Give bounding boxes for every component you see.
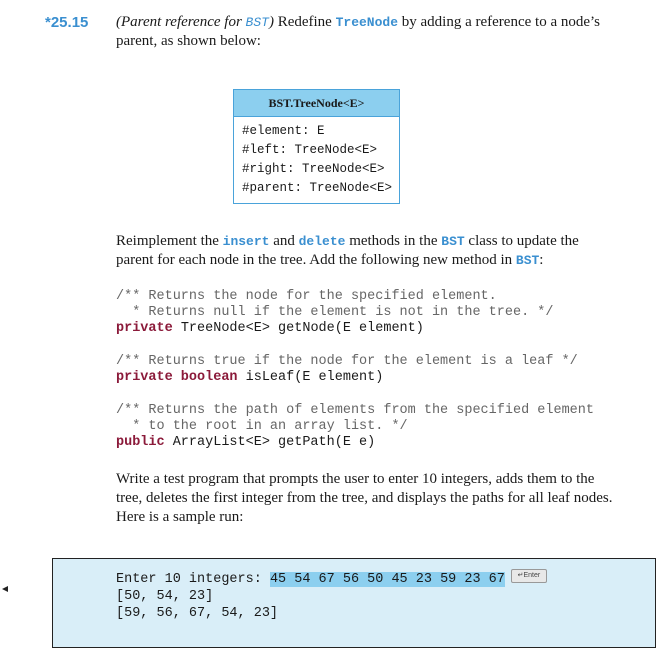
- title-close: ): [268, 14, 274, 30]
- isleaf-comment: /** Returns true if the node for the element is a leaf */: [116, 354, 578, 369]
- console-output-line-1: [50, 54, 23]: [116, 589, 214, 604]
- getnode-comment-1: /** Returns the node for the specified element.: [116, 289, 497, 304]
- getnode-keyword: private: [116, 321, 173, 336]
- intro-text-a: Redefine: [273, 14, 336, 30]
- getnode-comment-2: * Returns null if the element is not in the tree. */: [116, 305, 554, 320]
- getpath-signature: ArrayList<E> getPath(E e): [164, 435, 376, 450]
- uml-class-diagram: [233, 89, 400, 204]
- treenode-code: TreeNode: [335, 15, 399, 30]
- uml-class-title: BST.TreeNode<E>: [234, 90, 399, 117]
- getpath-comment-1: /** Returns the path of elements from the specified element: [116, 403, 594, 418]
- getpath-comment-2: * to the root in an array list. */: [116, 419, 408, 434]
- exercise-number: *25.15: [45, 14, 89, 31]
- test-program-paragraph: Write a test program that prompts the user to enter 10 integers, adds them to the tree, deletes the first integer from the tree, and displays the paths for all leaf nodes. Here is a sample run:: [116, 471, 613, 525]
- getnode-code-block: [116, 289, 553, 337]
- getpath-code-block: [116, 403, 594, 451]
- uml-field-element: #element: E: [242, 124, 325, 138]
- isleaf-code-block: [116, 354, 578, 386]
- console-user-input: 45 54 67 56 50 45 23 59 23 67: [269, 572, 505, 587]
- para2-text-a: Reimplement the: [116, 233, 223, 249]
- isleaf-signature: isLeaf(E element): [237, 370, 384, 385]
- console-output: [116, 571, 547, 622]
- sample-run-console: [52, 558, 656, 648]
- insert-code: insert: [222, 234, 270, 249]
- para2-text-b: and: [269, 233, 299, 249]
- bst-code-2: BST: [515, 253, 540, 268]
- console-prompt: Enter 10 integers:: [116, 572, 270, 587]
- reimplement-paragraph: [116, 232, 616, 270]
- intro-text-b: by adding a reference to a node’s parent, as shown below:: [116, 14, 601, 49]
- delete-code: delete: [298, 234, 346, 249]
- sample-run-arrow-icon: [2, 586, 8, 592]
- uml-field-left: #left: TreeNode<E>: [242, 143, 378, 157]
- exercise-intro: [116, 13, 616, 51]
- para2-text-e: :: [539, 252, 544, 268]
- console-output-line-2: [59, 56, 67, 54, 23]: [116, 606, 279, 621]
- getpath-keyword: public: [116, 435, 165, 450]
- title-italic: (Parent reference for: [116, 14, 246, 30]
- title-bst: BST: [245, 15, 269, 30]
- isleaf-keyword: private boolean: [116, 370, 238, 385]
- uml-field-parent: #parent: TreeNode<E>: [242, 181, 393, 195]
- para2-text-d: class to update the parent for each node in the tree. Add the following new method in: [116, 233, 579, 268]
- enter-key-icon: ↵Enter: [511, 569, 547, 583]
- bst-code: BST: [441, 234, 465, 249]
- uml-field-right: #right: TreeNode<E>: [242, 162, 385, 176]
- getnode-signature: TreeNode<E> getNode(E element): [172, 321, 424, 336]
- para2-text-c: methods in the: [345, 233, 442, 249]
- uml-fields: [234, 117, 399, 203]
